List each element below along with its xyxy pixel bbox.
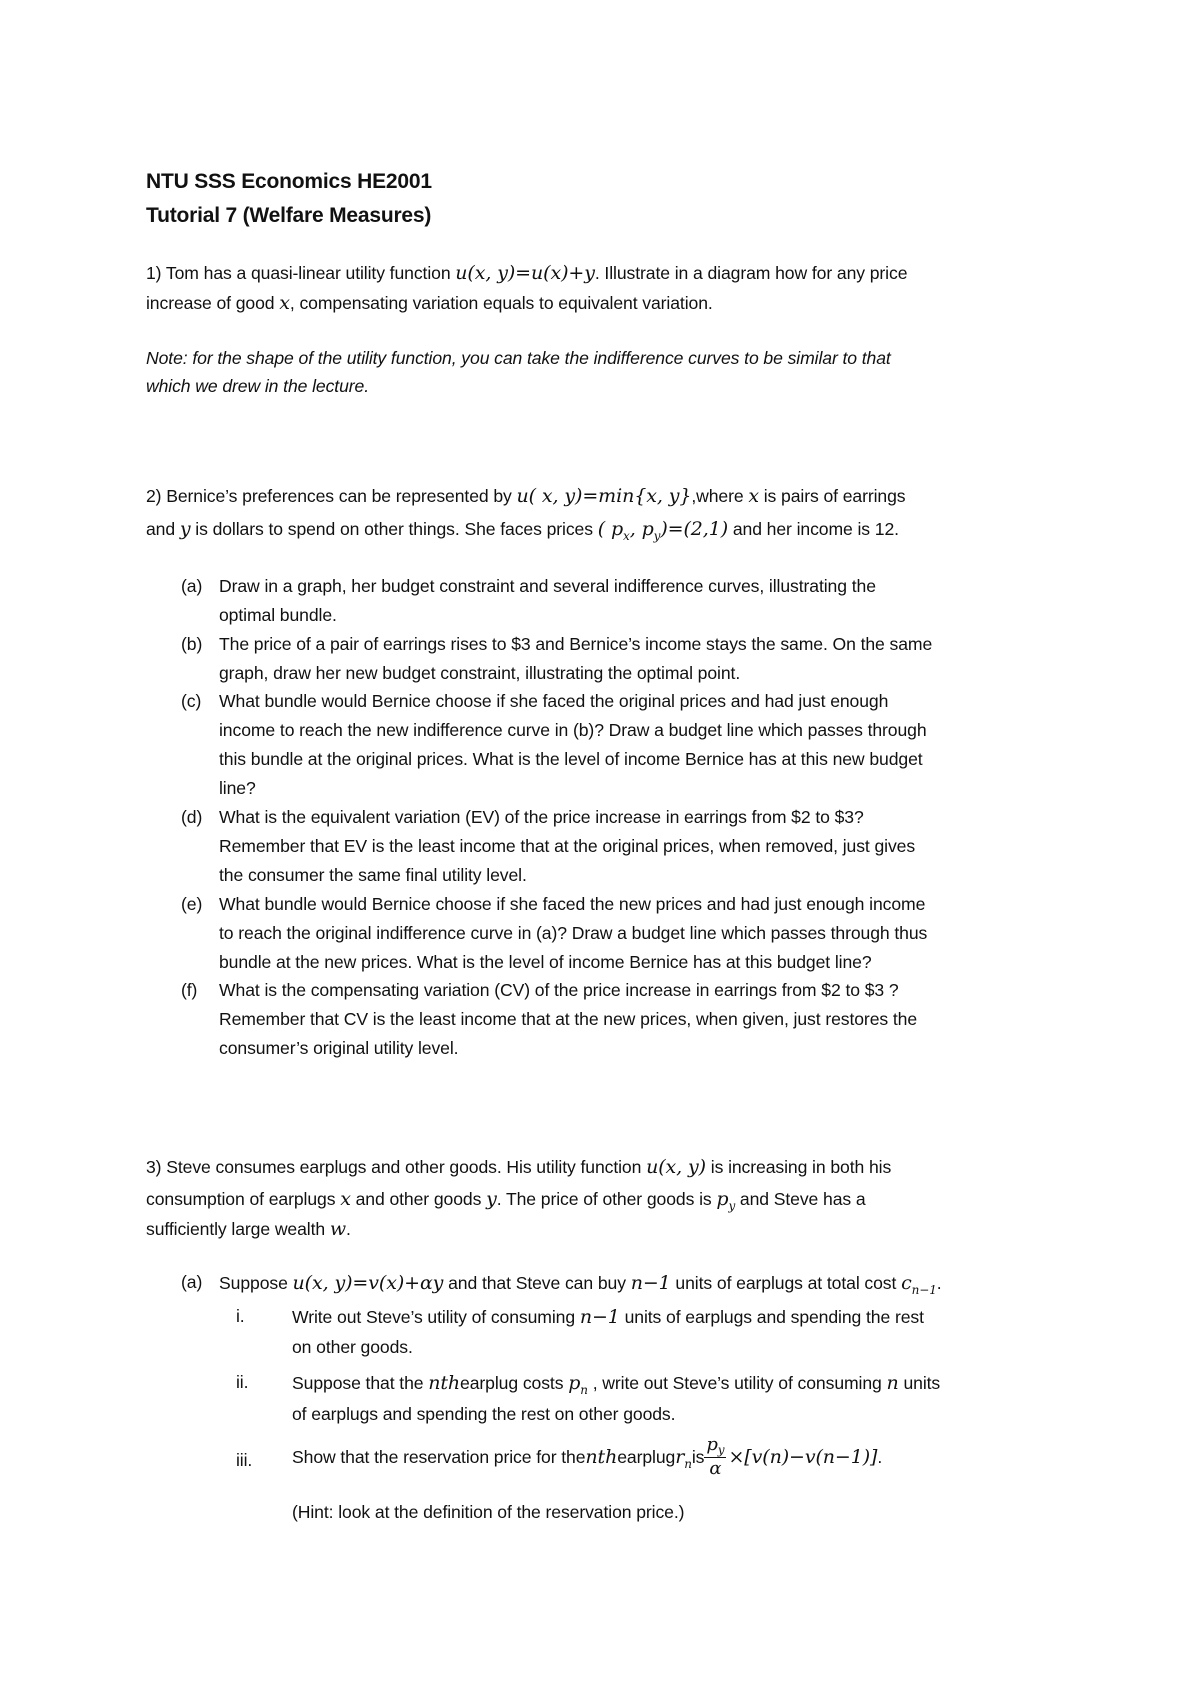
- q1-text: increase of good: [146, 293, 280, 313]
- q3-text: and Steve has a: [735, 1189, 866, 1209]
- q3a-ii-price-subscript: n: [580, 1383, 588, 1397]
- q3a-text: units of earplugs at total cost: [670, 1273, 902, 1293]
- q3a-i-n-minus-1: n−1: [579, 1306, 620, 1328]
- q3a-ii-line-1: [292, 1372, 941, 1397]
- q1-line-1: [146, 262, 907, 284]
- q3a-ii-price-p: p: [568, 1372, 581, 1394]
- q3a-text: and that Steve can buy: [443, 1273, 631, 1293]
- q3a-i-text: Write out Steve’s utility of consuming: [292, 1307, 580, 1327]
- q1-text: . Illustrate in a diagram how for any price: [594, 263, 908, 283]
- q3-variable-w: w: [329, 1218, 347, 1240]
- q3a-iii-label: iii.: [236, 1450, 253, 1470]
- q2-item-text-line: income to reach the new indifference curve in (b)? Draw a budget line which passes through: [219, 720, 927, 740]
- q2-item-text-line: The price of a pair of earrings rises to $3 and Bernice’s income stays the same. On the same: [219, 634, 933, 654]
- q3a-label: (a): [181, 1272, 203, 1292]
- q3a-ii-nth: nth: [428, 1372, 461, 1394]
- q3a-iii-text: earplug: [617, 1446, 676, 1467]
- q2-price-subscript: x: [623, 529, 630, 543]
- q2-item-label: (a): [181, 576, 203, 596]
- q3-text: consumption of earplugs: [146, 1189, 341, 1209]
- q3-hint: (Hint: look at the definition of the reservation price.): [292, 1502, 685, 1522]
- q3a-iii-r: r: [675, 1446, 685, 1468]
- q3a-ii-text: earplug costs: [460, 1373, 569, 1393]
- q2-item-label: (b): [181, 634, 203, 654]
- q3a-i-text: units of earplugs and spending the rest: [619, 1307, 924, 1327]
- q2-variable-y: y: [179, 518, 191, 540]
- q3a-line: [219, 1272, 942, 1297]
- q3a-ii-line-2: of earplugs and spending the rest on other goods.: [292, 1404, 676, 1424]
- q3a-iii-formula: ×[v(n)−v(n−1)]: [728, 1446, 878, 1468]
- q3a-cost-subscript: n−1: [911, 1283, 937, 1297]
- q2-item-text-line: bundle at the new prices. What is the level of income Bernice has at this budget line?: [219, 952, 872, 972]
- q2-variable-x: x: [748, 485, 759, 507]
- q1-utility-formula: u(x, y)=u(x)+y: [455, 262, 595, 284]
- q2-price-part: ( p: [597, 518, 624, 540]
- q3a-text: Suppose: [219, 1273, 293, 1293]
- q3-variable-x: x: [340, 1188, 351, 1210]
- q1-note-line-1: Note: for the shape of the utility function, you can take the indifference curves to be similar to that: [146, 348, 891, 368]
- q3-text: is increasing in both his: [705, 1157, 892, 1177]
- q3a-i-label: i.: [236, 1306, 245, 1326]
- q3-line-1: [146, 1156, 891, 1178]
- q1-text: , compensating variation equals to equivalent variation.: [289, 293, 713, 313]
- q3-variable-y: y: [486, 1188, 497, 1210]
- q2-price-subscript: y: [653, 529, 661, 543]
- q3-line-2: [146, 1188, 866, 1213]
- q3a-iii-r-subscript: n: [684, 1457, 692, 1471]
- q3a-cost-symbol: [901, 1272, 937, 1297]
- q3a-iii-fraction: [704, 1434, 726, 1480]
- q3a-ii-label: ii.: [236, 1372, 249, 1392]
- q3a-iii-text: Show that the reservation price for the: [292, 1446, 586, 1467]
- q3a-iii-fraction-numerator: [704, 1434, 726, 1458]
- q3a-n-minus-1: n−1: [630, 1272, 671, 1294]
- q3-line-3: [146, 1218, 351, 1240]
- q3a-i-line-2: on other goods.: [292, 1337, 413, 1357]
- q2-text: is pairs of earrings: [758, 486, 906, 506]
- q3a-text: .: [936, 1273, 942, 1293]
- q3a-utility-formula: u(x, y)=v(x)+αy: [292, 1272, 444, 1294]
- q2-item-text-line: this bundle at the original prices. What is the level of income Bernice has at this new budget: [219, 749, 923, 769]
- q2-price-values: )=(2,1): [660, 518, 729, 540]
- q3-price-symbol: p: [716, 1188, 729, 1210]
- q2-item-text-line: to reach the original indifference curve in (a)? Draw a budget line which passes through thus: [219, 923, 928, 943]
- q2-text: 2) Bernice’s preferences can be represented by: [146, 486, 517, 506]
- q3a-iii-text: is: [691, 1446, 705, 1467]
- q2-price-part: , p: [629, 518, 654, 540]
- q1-text: 1) Tom has a quasi-linear utility function: [146, 263, 456, 283]
- q2-line-2: [146, 518, 899, 543]
- q1-note-line-2: which we drew in the lecture.: [146, 376, 369, 396]
- q3-text: 3) Steve consumes earplugs and other goods. His utility function: [146, 1157, 647, 1177]
- q3a-cost-c: c: [901, 1272, 912, 1294]
- q2-item-text-line: graph, draw her new budget constraint, illustrating the optimal point.: [219, 663, 741, 683]
- q3-utility-formula: u(x, y): [646, 1156, 706, 1178]
- q2-line-1: [146, 485, 905, 507]
- q3a-iii-py: p: [706, 1434, 718, 1455]
- q3a-ii-n: n: [886, 1372, 899, 1394]
- q2-item-text-line: optimal bundle.: [219, 605, 337, 625]
- q2-item-label: (d): [181, 807, 203, 827]
- q3-text: sufficiently large wealth: [146, 1219, 330, 1239]
- q3-text: .: [346, 1219, 351, 1239]
- tutorial-title: Tutorial 7 (Welfare Measures): [146, 204, 432, 227]
- q2-item-label: (e): [181, 894, 203, 914]
- q3-price-py: [716, 1188, 736, 1213]
- q2-item-text-line: What is the compensating variation (CV) of the price increase in earrings from $2 to $3 ?: [219, 980, 899, 1000]
- q2-item-text-line: the consumer the same final utility level.: [219, 865, 527, 885]
- q3a-iii-py-subscript: y: [717, 1443, 725, 1457]
- q3a-ii-text: Suppose that the: [292, 1373, 429, 1393]
- q3a-ii-text: , write out Steve’s utility of consuming: [587, 1373, 887, 1393]
- q2-item-text-line: Remember that EV is the least income that at the original prices, when removed, just gives: [219, 836, 916, 856]
- q3-text: . The price of other goods is: [496, 1189, 717, 1209]
- q2-item-text-line: Draw in a graph, her budget constraint and several indifference curves, illustrating the: [219, 576, 876, 596]
- q1-variable-x: x: [279, 292, 290, 314]
- q1-line-2: [146, 292, 713, 314]
- q2-text: and: [146, 519, 180, 539]
- q3a-i-line-1: [292, 1306, 924, 1328]
- q2-item-text-line: What bundle would Bernice choose if she faced the new prices and had just enough income: [219, 894, 926, 914]
- q3-price-subscript: y: [728, 1199, 736, 1213]
- q2-item-text-line: Remember that CV is the least income that at the new prices, when given, just restores the: [219, 1009, 918, 1029]
- q2-item-text-line: What is the equivalent variation (EV) of the price increase in earrings from $2 to $3?: [219, 807, 864, 827]
- q3-text: and other goods: [350, 1189, 487, 1209]
- q3a-ii-text: units: [898, 1373, 941, 1393]
- q3a-iii-text: .: [877, 1446, 883, 1467]
- q2-item-text-line: line?: [219, 778, 256, 798]
- course-title: NTU SSS Economics HE2001: [146, 170, 432, 193]
- q2-text: is dollars to spend on other things. She faces prices: [190, 519, 598, 539]
- q3a-iii-reservation-price: [675, 1446, 692, 1471]
- q2-utility-formula: u( x, y)=min{x, y}: [516, 485, 692, 507]
- q2-prices-formula: [597, 518, 729, 543]
- q2-item-text-line: What bundle would Bernice choose if she faced the original prices and had just enough: [219, 691, 889, 711]
- q2-text: ,where: [691, 486, 749, 506]
- q2-item-text-line: consumer’s original utility level.: [219, 1038, 459, 1058]
- q3a-iii-nth: nth: [585, 1446, 618, 1468]
- q3a-iii-line-1: [292, 1432, 882, 1482]
- q2-item-label: (c): [181, 691, 202, 711]
- q2-text: and her income is 12.: [728, 519, 899, 539]
- q2-item-label: (f): [181, 980, 198, 1000]
- q3a-iii-fraction-denominator: α: [709, 1458, 722, 1479]
- q3a-ii-price: [568, 1372, 588, 1397]
